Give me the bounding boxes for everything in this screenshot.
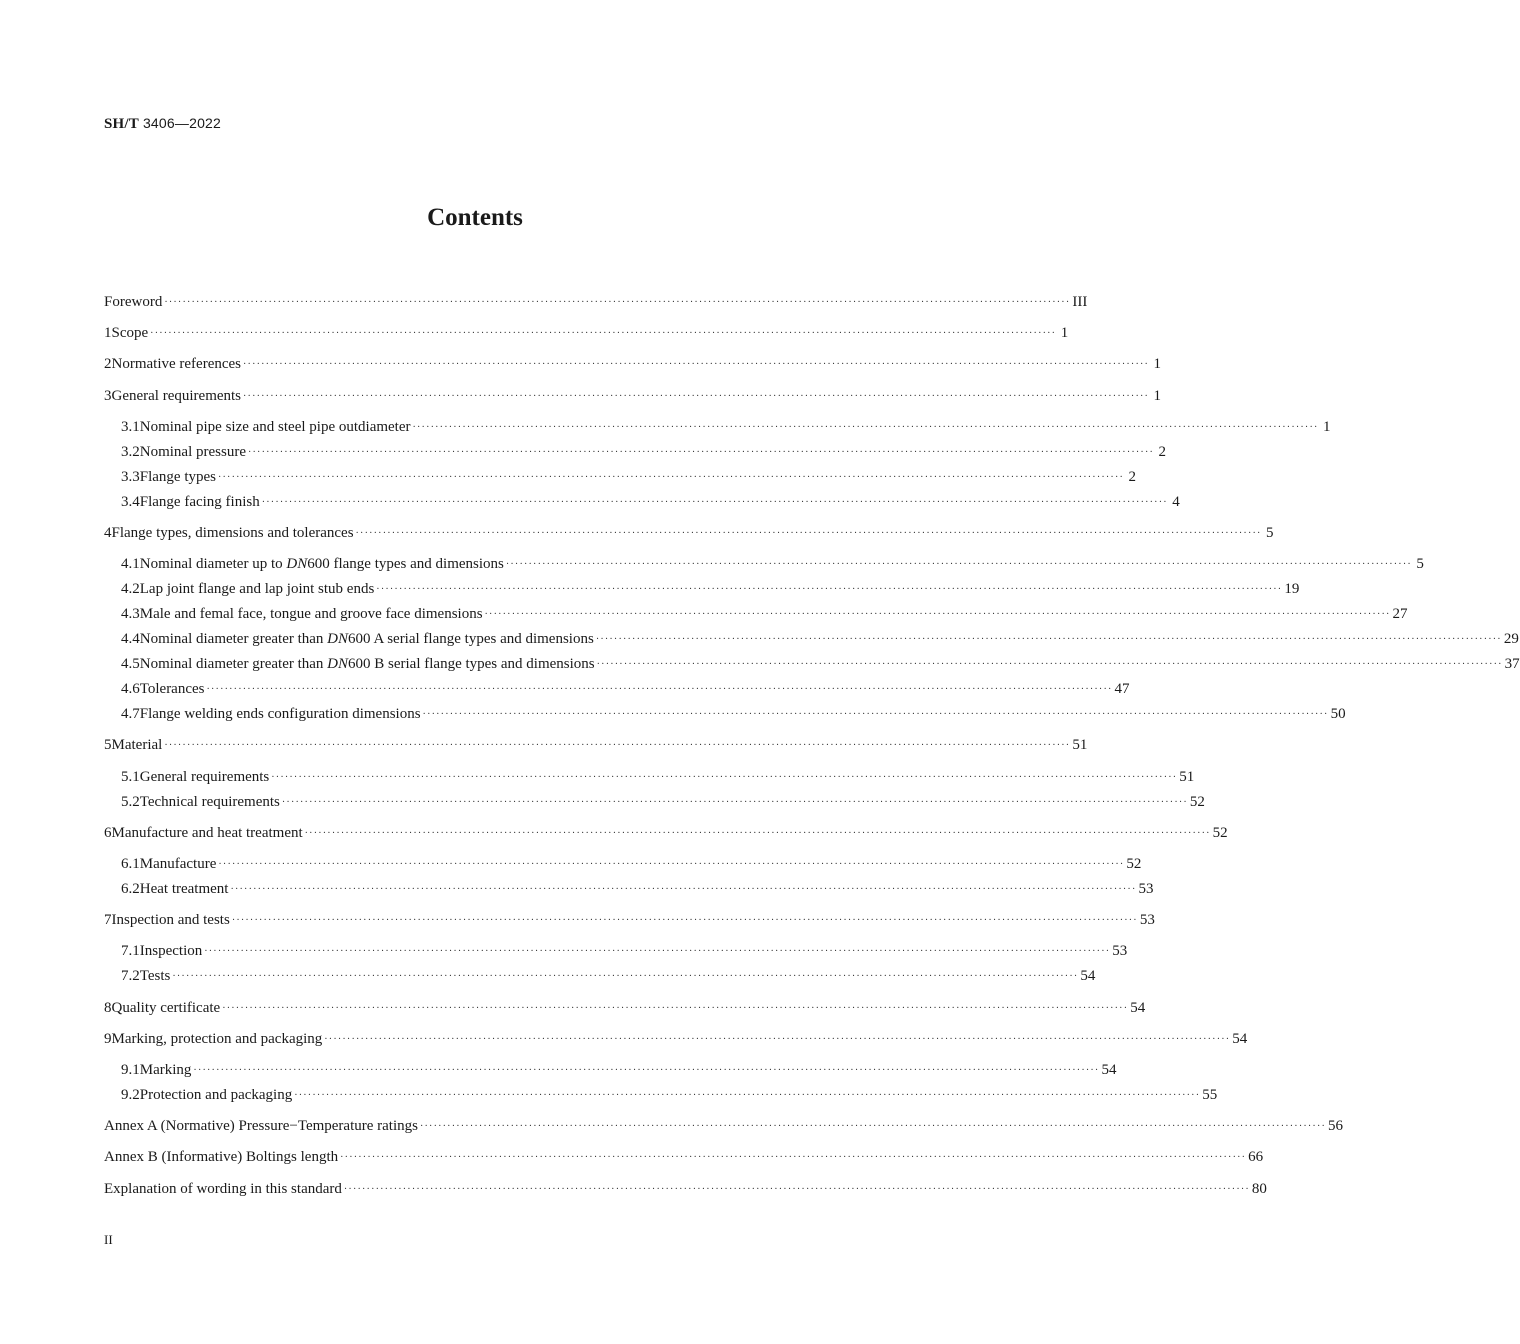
toc-entry-number: 3.4 [121, 493, 140, 510]
toc-leader-dots: ········································································································································································································ [172, 971, 1079, 983]
toc-leader-dots: ········································································································································································································ [505, 559, 1412, 571]
toc-entry[interactable] [104, 353, 1162, 375]
toc-leader-dots: ········································································································································································································ [230, 884, 1137, 895]
toc-entry-number: 4.2 [121, 581, 140, 598]
toc-entry-page: 54 [1130, 999, 1146, 1016]
toc-entry-title: Explanation of wording in this standard [104, 1180, 342, 1197]
toc-entry[interactable] [121, 965, 1096, 987]
toc-entry-title: Normative references [111, 356, 242, 373]
toc-entry-page: 51 [1179, 768, 1195, 785]
toc-entry-page: 19 [1284, 581, 1300, 598]
toc-leader-dots: ········································································································································································································ [304, 827, 1211, 839]
page-title: Contents [427, 204, 523, 231]
toc-entry-title: Scope [111, 325, 149, 342]
toc-entry-page: III [1072, 294, 1088, 310]
toc-entry-title: Marking, protection and packaging [111, 1030, 323, 1047]
toc-entry-page: 50 [1330, 706, 1346, 723]
toc-entry-title: Technical requirements [139, 793, 280, 810]
standard-number: 3406—2022 [142, 115, 222, 131]
toc-entry-page: 1 [1323, 418, 1331, 435]
toc-entry-number: 3 [104, 387, 112, 404]
toc-entry[interactable] [121, 578, 1300, 600]
toc-leader-dots: ········································································································································································································ [422, 709, 1329, 721]
toc-entry-page: 2 [1128, 468, 1137, 485]
toc-leader-dots: ········································································································································································································ [193, 1065, 1100, 1076]
toc-entry[interactable] [104, 1115, 1343, 1137]
toc-leader-dots: ········································································································································································································ [218, 859, 1125, 870]
toc-entry[interactable] [104, 822, 1228, 844]
toc-leader-dots: ········································································································································································································ [340, 1152, 1247, 1164]
toc-leader-dots: ········································································································································································································ [324, 1033, 1231, 1045]
toc-leader-dots: ········································································································································································································ [247, 446, 1154, 458]
toc-leader-dots: ········································································································································································································ [222, 1002, 1129, 1014]
toc-entry-title: Protection and packaging [139, 1087, 293, 1103]
toc-entry-title: Manufacture and heat treatment [111, 824, 303, 841]
toc-entry-page: 53 [1139, 912, 1155, 929]
toc-entry-title: General requirements [111, 387, 242, 404]
toc-entry-number: 4.3 [121, 606, 140, 623]
toc-entry[interactable] [121, 1059, 1117, 1081]
toc-leader-dots: ········································································································································································································ [281, 796, 1188, 808]
toc-entry-page: 52 [1212, 824, 1228, 841]
toc-entry[interactable] [104, 1028, 1248, 1050]
toc-entry-number: 3.2 [121, 443, 140, 460]
toc-entry[interactable] [121, 628, 1519, 650]
toc-entry[interactable] [121, 940, 1128, 962]
toc-entry[interactable] [121, 603, 1408, 625]
toc-entry-title: Flange facing finish [139, 493, 260, 510]
toc-entry-title: Nominal diameter greater than DN600 A serial flange types and dimensions [139, 631, 594, 648]
toc-entry[interactable] [121, 416, 1331, 438]
toc-entry-title: Annex A (Normative) Pressure−Temperature ratings [104, 1118, 418, 1135]
toc-entry-number: 8 [104, 999, 112, 1016]
toc-entry-number: 7.1 [121, 943, 140, 960]
toc-entry-number: 1 [104, 325, 112, 342]
toc-entry-title: Flange types, dimensions and tolerances [111, 525, 354, 541]
toc-entry-page: 1 [1060, 325, 1069, 342]
toc-leader-dots: ········································································································································································································ [261, 496, 1168, 508]
toc-entry-title: General requirements [139, 768, 270, 785]
toc-entry-number: 4.6 [121, 681, 140, 698]
toc-entry[interactable] [104, 522, 1274, 544]
toc-entry-page: 1 [1153, 387, 1162, 404]
toc-entry[interactable] [121, 653, 1520, 675]
toc-entry-title: Annex B (Informative) Boltings length [104, 1149, 339, 1166]
toc-entry-number: 5 [104, 737, 112, 754]
toc-entry[interactable] [121, 491, 1180, 513]
toc-entry-number: 9 [104, 1030, 112, 1047]
toc-entry-page: 55 [1202, 1087, 1218, 1103]
toc-entry-title: Lap joint flange and lap joint stub ends [139, 581, 375, 598]
toc-leader-dots: ········································································································································································································ [243, 390, 1150, 402]
toc-leader-dots: ········································································································································································································ [376, 584, 1283, 596]
toc-leader-dots: ········································································································································································································ [412, 421, 1319, 433]
toc-leader-dots: ········································································································································································································ [231, 915, 1138, 927]
document-code [104, 115, 221, 133]
toc-entry-title: Inspection [139, 943, 203, 960]
toc-leader-dots: ········································································································································································································ [150, 328, 1057, 340]
toc-entry[interactable] [121, 853, 1142, 875]
toc-leader-dots: ········································································································································································································ [164, 297, 1071, 308]
toc-entry-title: Nominal pipe size and steel pipe outdiameter [139, 418, 411, 435]
toc-entry-number: 3.1 [121, 418, 140, 435]
toc-entry-title: Heat treatment [139, 881, 229, 897]
toc-entry-title: Foreword [104, 294, 163, 310]
toc-leader-dots: ········································································································································································································ [355, 528, 1262, 539]
toc-entry-page: 37 [1504, 656, 1520, 673]
toc-entry[interactable] [121, 553, 1424, 575]
toc-entry-title: Nominal diameter greater than DN600 B serial flange types and dimensions [139, 656, 595, 673]
toc-entry-number: 9.2 [121, 1087, 140, 1103]
toc-entry-title: Flange types [139, 468, 216, 485]
toc-entry-number: 4.4 [121, 631, 140, 648]
toc-entry-page: 1 [1153, 356, 1162, 373]
toc-entry-page: 51 [1072, 737, 1088, 754]
toc-entry-page: 54 [1101, 1062, 1117, 1078]
toc-entry-page: 5 [1266, 525, 1274, 541]
toc-entry-page: 66 [1248, 1149, 1264, 1166]
toc-leader-dots: ········································································································································································································ [164, 740, 1071, 752]
toc-entry-title: Inspection and tests [111, 912, 230, 929]
toc-entry-page: 56 [1328, 1118, 1343, 1135]
toc-entry[interactable] [121, 703, 1346, 725]
toc-entry[interactable] [121, 466, 1137, 488]
toc-entry-number: 6.1 [121, 856, 140, 872]
toc-entry-title: Marking [139, 1062, 192, 1078]
toc-entry-number: 2 [104, 356, 112, 373]
toc-entry[interactable] [104, 291, 1088, 313]
toc-entry-title: Tolerances [139, 681, 205, 698]
toc-entry[interactable] [104, 734, 1088, 756]
toc-leader-dots: ········································································································································································································ [595, 634, 1502, 646]
toc-entry-number: 4 [104, 525, 112, 541]
toc-entry-number: 7.2 [121, 968, 140, 985]
toc-entry-page: 80 [1251, 1180, 1267, 1197]
toc-entry[interactable] [104, 909, 1155, 931]
toc-entry-title: Quality certificate [111, 999, 221, 1016]
toc-entry[interactable] [104, 1146, 1264, 1168]
toc-entry-page: 29 [1503, 631, 1519, 648]
toc-entry-title: Male and femal face, tongue and groove face dimensions [139, 606, 483, 623]
toc-entry-page: 54 [1232, 1030, 1248, 1047]
toc-entry[interactable] [121, 766, 1195, 788]
toc-entry-title: Flange welding ends configuration dimensions [139, 706, 421, 723]
toc-entry-page: 52 [1189, 793, 1205, 810]
toc-entry-number: 3.3 [121, 468, 140, 485]
toc-entry-title: Nominal pressure [139, 443, 246, 460]
toc-entry[interactable] [104, 997, 1146, 1019]
toc-entry-title: Tests [139, 968, 171, 985]
toc-leader-dots: ········································································································································································································ [243, 359, 1150, 371]
page-number: II [104, 1232, 113, 1247]
toc-entry-number: 6.2 [121, 881, 140, 897]
toc-entry[interactable] [121, 441, 1166, 463]
toc-entry-number: 4.7 [121, 706, 140, 723]
toc-entry-number: 4.5 [121, 656, 140, 673]
toc-entry-title: Manufacture [139, 856, 217, 872]
toc-entry-page: 54 [1080, 968, 1096, 985]
toc-leader-dots: ········································································································································································································ [419, 1121, 1326, 1133]
toc-leader-dots: ········································································································································································································ [343, 1183, 1250, 1195]
toc-leader-dots: ········································································································································································································ [294, 1090, 1201, 1101]
toc-entry-page: 52 [1126, 856, 1142, 872]
toc-entry-page: 27 [1392, 606, 1408, 623]
toc-entry-number: 4.1 [121, 556, 140, 573]
standard-prefix: SH/T [104, 116, 139, 132]
toc-entry-number: 5.1 [121, 768, 140, 785]
toc-entry-number: 6 [104, 824, 112, 841]
toc-entry-page: 53 [1138, 881, 1154, 897]
toc-entry-page: 53 [1112, 943, 1128, 960]
toc-leader-dots: ········································································································································································································ [204, 946, 1111, 958]
toc-entry-page: 47 [1114, 681, 1130, 698]
toc-entry-number: 9.1 [121, 1062, 140, 1078]
toc-entry-number: 5.2 [121, 793, 140, 810]
toc-entry-page: 2 [1158, 443, 1166, 460]
toc-entry-title: Nominal diameter up to DN600 flange types and dimensions [139, 556, 504, 573]
toc-entry-number: 7 [104, 912, 112, 929]
toc-entry-title: Material [111, 737, 163, 754]
toc-entry-page: 4 [1172, 493, 1180, 510]
toc-entry[interactable] [121, 678, 1130, 700]
toc-entry[interactable] [121, 1084, 1218, 1106]
toc-entry[interactable] [104, 1178, 1267, 1200]
toc-leader-dots: ········································································································································································································ [596, 659, 1503, 671]
toc-entry-page: 5 [1416, 556, 1424, 573]
toc-leader-dots: ········································································································································································································ [218, 471, 1125, 483]
toc-entry[interactable] [104, 385, 1162, 407]
toc-leader-dots: ········································································································································································································ [484, 609, 1391, 621]
toc-entry[interactable] [121, 878, 1154, 900]
toc-entry[interactable] [121, 791, 1205, 813]
toc-leader-dots: ········································································································································································································ [271, 771, 1178, 783]
toc-leader-dots: ········································································································································································································ [206, 684, 1113, 696]
toc-entry[interactable] [104, 322, 1069, 344]
